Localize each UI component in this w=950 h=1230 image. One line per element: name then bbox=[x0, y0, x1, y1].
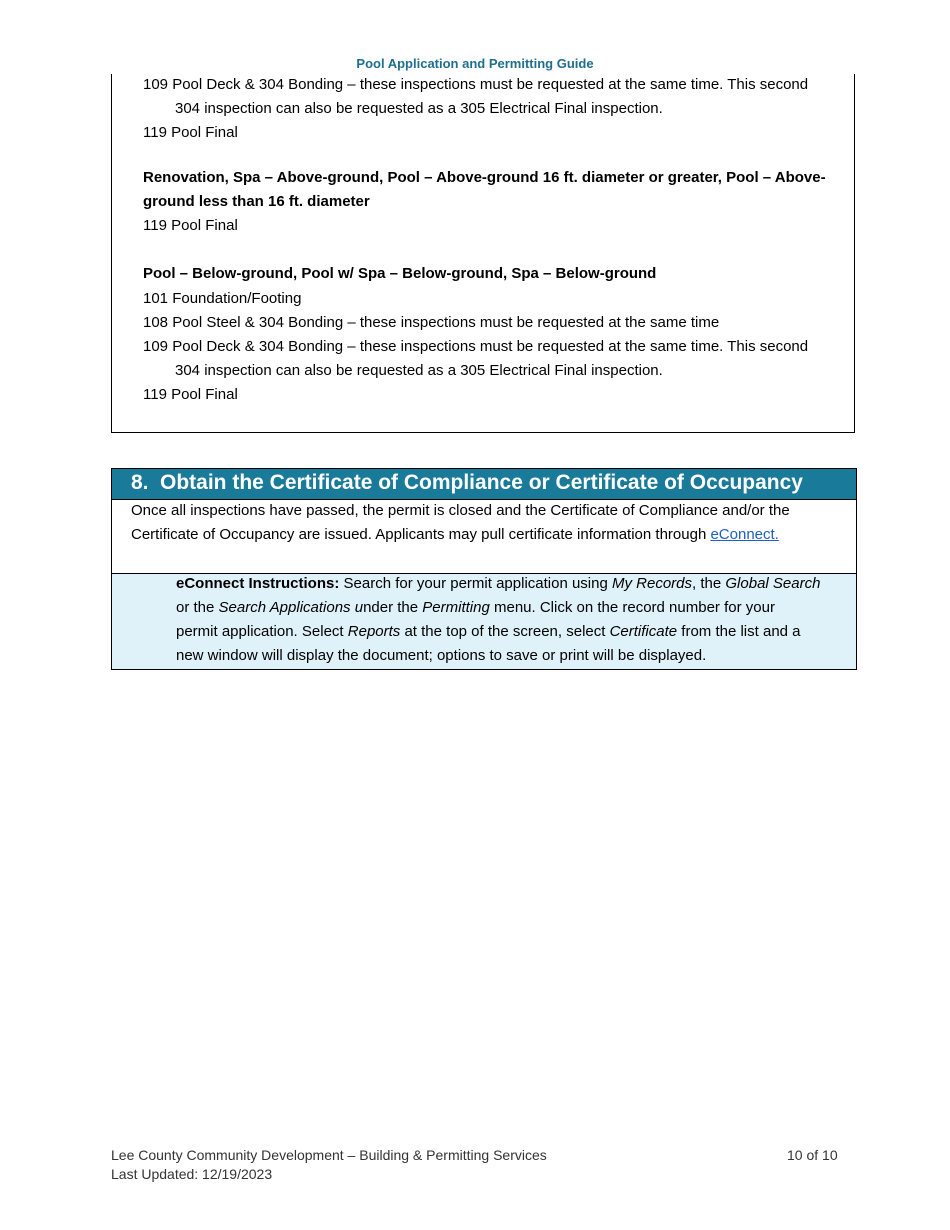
footer-org: Lee County Community Development – Building & Permitting Services bbox=[111, 1147, 547, 1163]
instruction-text: Search for your permit application using bbox=[339, 575, 612, 592]
instruction-em: My Records bbox=[612, 575, 693, 592]
instruction-text: , the bbox=[692, 575, 726, 592]
econnect-instructions bbox=[112, 573, 856, 669]
inspection-item: 109 Pool Deck & 304 Bonding – these inspections must be requested at the same time. This second bbox=[143, 338, 809, 355]
instruction-text: at the top of the screen, select bbox=[400, 623, 610, 640]
group-heading: Pool – Below-ground, Pool w/ Spa – Below-ground, Spa – Below-ground bbox=[143, 265, 657, 282]
instruction-text: or the bbox=[176, 599, 219, 616]
group-heading: Renovation, Spa – Above-ground, Pool – Above-ground 16 ft. diameter or greater, Pool – Above- bbox=[143, 169, 826, 186]
instruction-line: new window will display the document; options to save or print will be displayed. bbox=[176, 647, 707, 664]
body-text-part: Certificate of Occupancy are issued. Applicants may pull certificate information through bbox=[131, 526, 711, 543]
section-title: Obtain the Certificate of Compliance or Certificate of Occupancy bbox=[160, 471, 803, 494]
instruction-em: Certificate bbox=[609, 623, 678, 640]
inspection-item: 109 Pool Deck & 304 Bonding – these inspections must be requested at the same time. This second bbox=[143, 76, 809, 93]
running-header: Pool Application and Permitting Guide bbox=[356, 56, 594, 71]
inspection-item: 119 Pool Final bbox=[143, 217, 238, 234]
instruction-line bbox=[176, 620, 801, 644]
body-text bbox=[131, 523, 779, 547]
inspection-item: 119 Pool Final bbox=[143, 124, 238, 141]
instruction-em: Global Search bbox=[725, 575, 821, 592]
group-heading-continued: ground less than 16 ft. diameter bbox=[143, 193, 370, 210]
inspection-item: 108 Pool Steel & 304 Bonding – these inspections must be requested at the same time bbox=[143, 314, 720, 331]
inspection-item-continued: 304 inspection can also be requested as a 305 Electrical Final inspection. bbox=[175, 100, 663, 117]
instruction-em: Permitting bbox=[422, 599, 490, 616]
section-title-bar bbox=[112, 469, 856, 500]
section-8 bbox=[111, 468, 857, 670]
page-number: 10 of 10 bbox=[787, 1147, 838, 1163]
instructions-label: eConnect Instructions: bbox=[176, 575, 340, 592]
inspection-item: 119 Pool Final bbox=[143, 386, 238, 403]
inspection-item-continued: 304 inspection can also be requested as a 305 Electrical Final inspection. bbox=[175, 362, 663, 379]
body-text: Once all inspections have passed, the permit is closed and the Certificate of Compliance and/or the bbox=[131, 502, 790, 519]
footer-updated: Last Updated: 12/19/2023 bbox=[111, 1166, 273, 1182]
inspections-box bbox=[111, 74, 855, 433]
instruction-line bbox=[176, 596, 775, 620]
section-number: 8. bbox=[131, 471, 149, 494]
inspection-item: 101 Foundation/Footing bbox=[143, 290, 302, 307]
instruction-text: menu. Click on the record number for your bbox=[489, 599, 775, 616]
instruction-em: Search Applications u bbox=[218, 599, 364, 616]
instruction-text: permit application. Select bbox=[176, 623, 348, 640]
econnect-link[interactable]: eConnect. bbox=[710, 526, 779, 543]
instruction-text: nder the bbox=[363, 599, 423, 616]
instruction-text: from the list and a bbox=[677, 623, 801, 640]
instruction-em: Reports bbox=[347, 623, 401, 640]
instruction-line bbox=[176, 572, 820, 596]
